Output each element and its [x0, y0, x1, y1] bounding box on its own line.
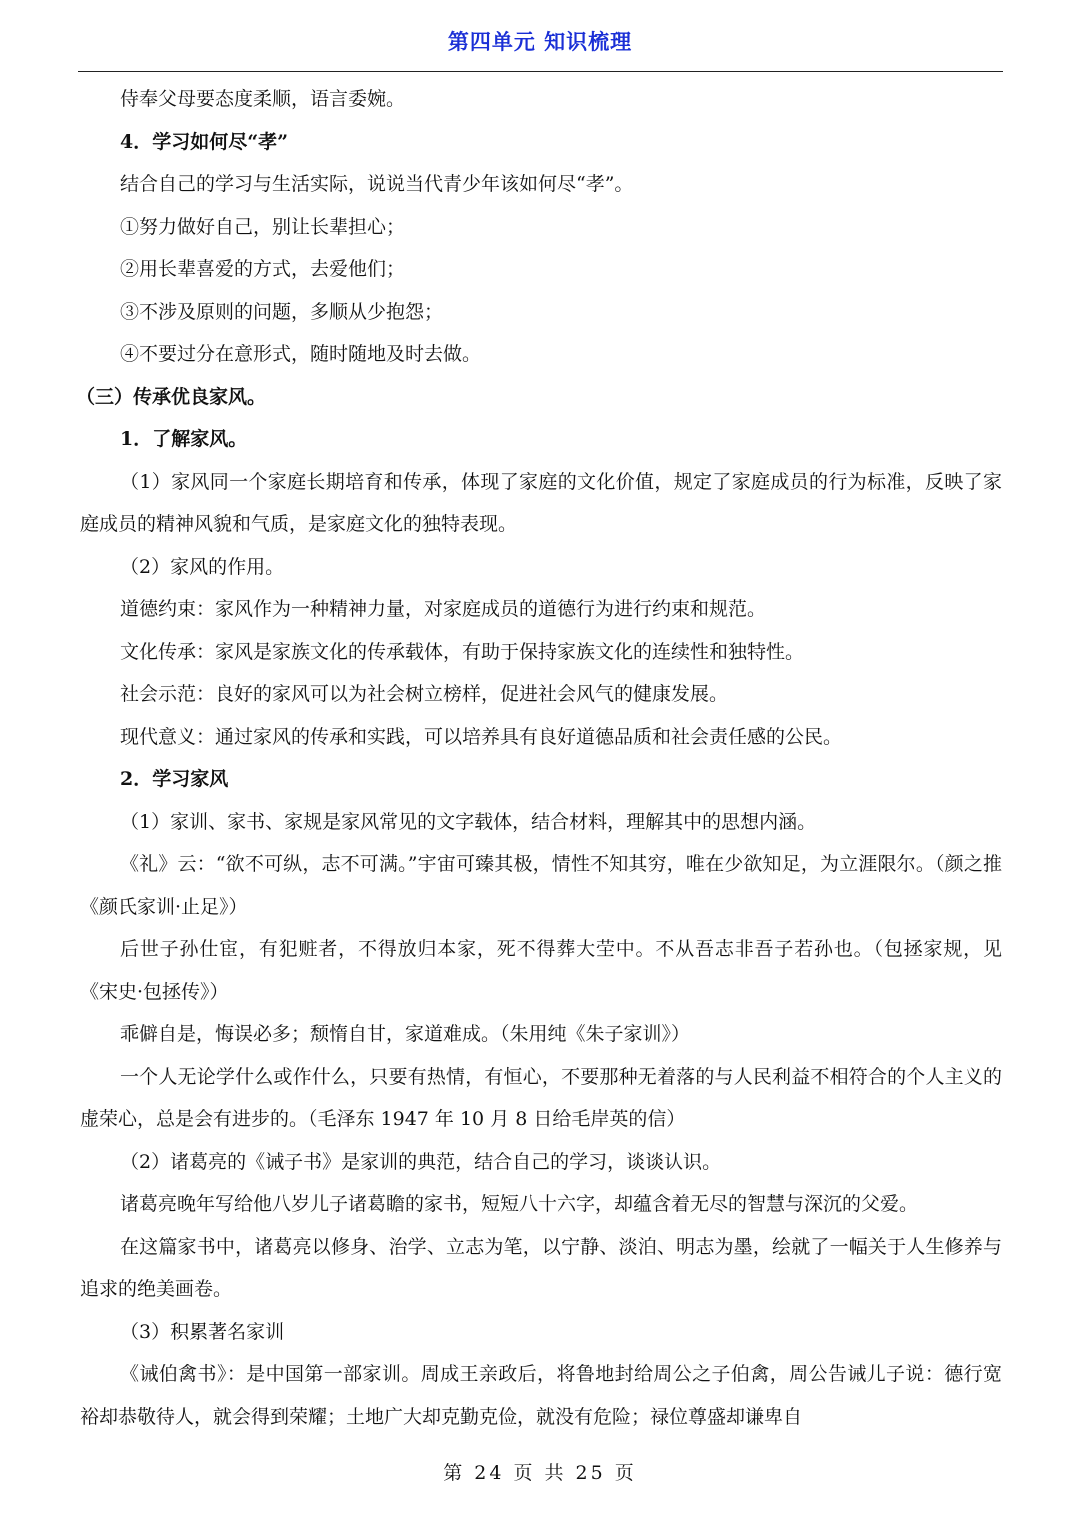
body-paragraph: （1）家风同一个家庭长期培育和传承，体现了家庭的文化价值，规定了家庭成员的行为标准，反映了家庭成员的精神风貌和气质，是家庭文化的独特表现。: [80, 470, 1002, 535]
quote-paragraph: 《礼》云：“欲不可纵，志不可满。”宇宙可臻其极，情性不知其穷，唯在少欲知足，为立涯限尔。（颜之推《颜氏家训·止足》）: [80, 853, 1002, 918]
page-number: 第 24 页 共 25 页: [443, 1462, 637, 1484]
body-paragraph: 文化传承：家风是家族文化的传承载体，有助于保持家族文化的连续性和独特性。: [120, 640, 805, 663]
page-header-title: 第四单元 知识梳理: [447, 30, 633, 54]
body-paragraph: （2）诸葛亮的《诫子书》是家训的典范，结合自己的学习，谈谈认识。: [120, 1150, 722, 1173]
body-paragraph: （3）积累著名家训: [120, 1320, 285, 1343]
body-paragraph: 诸葛亮晚年写给他八岁儿子诸葛瞻的家书，短短八十六字，却蕴含着无尽的智慧与深沉的父爱。: [120, 1193, 919, 1215]
list-item: ③不涉及原则的问题，多顺从少抱怨；: [120, 300, 444, 323]
page-body: [76, 78, 1002, 1438]
list-item: ②用长辈喜爱的方式，去爱他们；: [120, 258, 406, 280]
body-paragraph: 结合自己的学习与生活实际，说说当代青少年该如何尽“孝”。: [120, 173, 634, 195]
quote-paragraph: 后世子孙仕宦，有犯赃者，不得放归本家，死不得葬大茔中。不从吾志非吾子若孙也。（包拯家规，见《宋史·包拯传》）: [80, 938, 1002, 1003]
body-paragraph: 在这篇家书中，诸葛亮以修身、治学、立志为笔，以宁静、淡泊、明志为墨，绘就了一幅关于人生修养与追求的绝美画卷。: [80, 1235, 1002, 1300]
quote-paragraph: 一个人无论学什么或作什么，只要有热情，有恒心，不要那种无着落的与人民利益不相符合的个人主义的虚荣心，总是会有进步的。（毛泽东 1947 年 10 月 8 日给毛岸英的信）: [80, 1065, 1002, 1130]
list-item: ①努力做好自己，别让长辈担心；: [120, 215, 406, 238]
body-paragraph: 社会示范：良好的家风可以为社会树立榜样，促进社会风气的健康发展。: [120, 683, 729, 705]
list-item: ④不要过分在意形式，随时随地及时去做。: [120, 343, 482, 365]
body-paragraph: 道德约束：家风作为一种精神力量，对家庭成员的道德行为进行约束和规范。: [120, 598, 767, 620]
body-paragraph: 《诫伯禽书》：是中国第一部家训。周成王亲政后，将鲁地封给周公之子伯禽，周公告诫儿子说：德行宽裕却恭敬待人，就会得到荣耀；土地广大却克勤克俭，就没有危险；禄位尊盛却谦卑自: [80, 1363, 1002, 1428]
quote-paragraph: 乖僻自是，悔误必多；颓惰自甘，家道难成。（朱用纯《朱子家训》）: [120, 1023, 691, 1045]
header-rule: [78, 71, 1003, 72]
body-paragraph: 现代意义：通过家风的传承和实践，可以培养具有良好道德品质和社会责任感的公民。: [120, 725, 843, 748]
section-heading: 4．学习如何尽“孝”: [120, 130, 289, 153]
body-paragraph: 侍奉父母要态度柔顺，语言委婉。: [120, 88, 406, 110]
body-paragraph: （1）家训、家书、家规是家风常见的文字载体，结合材料，理解其中的思想内涵。: [120, 810, 817, 833]
section-heading: 1．了解家风。: [120, 428, 248, 450]
body-paragraph: （2）家风的作用。: [120, 555, 285, 578]
section-heading: 2．学习家风: [120, 768, 229, 790]
chapter-heading: （三）传承优良家风。: [76, 385, 267, 408]
